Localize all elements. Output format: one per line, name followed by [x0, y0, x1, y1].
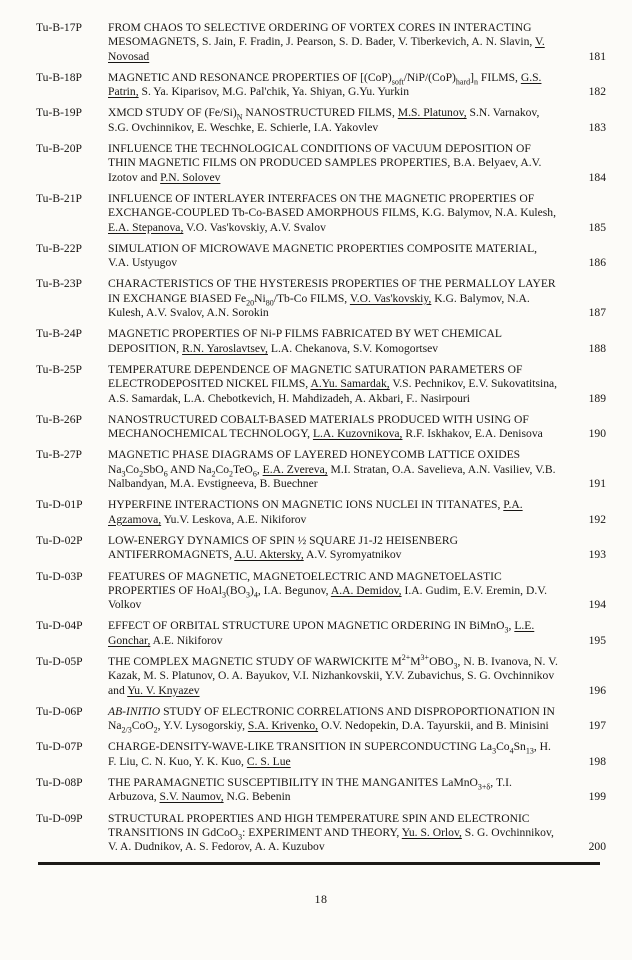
toc-entry [36, 413, 606, 442]
entry-page-number: 195 [588, 633, 606, 647]
entry-page-number: 197 [588, 719, 606, 733]
bottom-rule [38, 862, 600, 865]
entry-page-number: 185 [588, 220, 606, 234]
entry-code: Tu-D-06P [36, 704, 83, 718]
entry-title-authors: INFLUENCE OF INTERLAYER INTERFACES ON THE MAGNETIC PROPERTIES OF EXCHANGE-COUPLED Tb-Co-BASED AMORPHOUS FILMS, K.G. Balymov, N.A. Kulesh, E.A. Stepanova, V.O. Vas'kovskiy, A.V. Svalov [108, 191, 556, 234]
entry-title-authors: CHARACTERISTICS OF THE HYSTERESIS PROPERTIES OF THE PERMALLOY LAYER IN EXCHANGE BIASED $Fe_{20}Ni_{80}/Tb-Co$ FILMS, V.O. Vas'kovskiy, K.G. Balymov, N.A. Kulesh, A.V. Svalov, A.N. Sorokin [108, 277, 556, 320]
entry-page-number: 198 [588, 754, 606, 768]
entry-page-number: 188 [588, 341, 606, 355]
entry-title-authors: THE COMPLEX MAGNETIC STUDY OF WARWICKITE $M^{2+}M^{3+}OBO_3$, N. B. Ivanova, N. V. Kazak, M. S. Platunov, O. A. Bayukov, V.I. Nizhankovskii, Y.V. Zubavichus, S. G. Ovchinnikov and Yu. V. Knyazev [108, 653, 558, 697]
entry-title-authors: STRUCTURAL PROPERTIES AND HIGH TEMPERATURE SPIN AND ELECTRONIC TRANSITIONS IN GdCoO$_3$: EXPERIMENT AND THEORY, Yu. S. Orlov, S. G. Ovchinnikov, V. A. Dudnikov, A. S. Fedorov, A. A. Kuzubov [108, 811, 554, 854]
toc-entry [36, 705, 606, 734]
entry-code: Tu-D-04P [36, 619, 83, 633]
entry-page-number: 191 [588, 477, 606, 491]
entry-code: Tu-D-07P [36, 740, 83, 754]
entry-code: Tu-D-09P [36, 811, 83, 825]
toc-entry [36, 534, 606, 563]
entry-title-authors: LOW-ENERGY DYNAMICS OF SPIN ½ SQUARE J1-J2 HEISENBERG ANTIFERROMAGNETS, A.U. Aktersky, A.V. Syromyatnikov [108, 533, 458, 562]
entry-title-authors: FROM CHAOS TO SELECTIVE ORDERING OF VORTEX CORES IN INTERACTING MESOMAGNETS, S. Jain, F. Fradin, J. Pearson, S. D. Bader, V. Tiberkevich, A. N. Slavin, V. Novosad [108, 21, 545, 63]
entry-code: Tu-B-25P [36, 362, 82, 376]
entry-page-number: 199 [588, 790, 606, 804]
entry-code: Tu-D-01P [36, 498, 83, 512]
entry-page-number: 183 [588, 120, 606, 134]
toc-entry [36, 106, 606, 135]
entry-page-number: 186 [588, 256, 606, 270]
entry-title-authors: EFFECT OF ORBITAL STRUCTURE UPON MAGNETIC ORDERING IN BiMnO$_3$, L.E. Gonchar, A.E. Nikiforov [108, 619, 535, 647]
entry-page-number: 194 [588, 598, 606, 612]
entry-title-authors: MAGNETIC PHASE DIAGRAMS OF LAYERED HONEYCOMB LATTICE OXIDES $Na_3Co_2SbO_6$ AND $Na_2Co_2TeO_6$, E.A. Zvereva, M.I. Stratan, O.A. Savelieva, A.N. Vasiliev, V.B. Nalbandyan, M.A. Evstigneeva, B. Buechner [108, 448, 556, 491]
entry-page-number: 192 [588, 512, 606, 526]
footer-page-number: 18 [314, 891, 328, 906]
entry-code: Tu-B-26P [36, 412, 82, 426]
entry-title-authors: MAGNETIC PROPERTIES OF Ni-P FILMS FABRICATED BY WET CHEMICAL DEPOSITION, R.N. Yaroslavtsev, L.A. Chekanova, S.V. Komogortsev [108, 327, 502, 355]
entry-title-authors: HYPERFINE INTERACTIONS ON MAGNETIC IONS NUCLEI IN TITANATES, P.A. Agzamova, Yu.V. Leskova, A.E. Nikiforov [108, 498, 523, 526]
toc-entry [36, 740, 606, 769]
toc-entry [36, 498, 606, 527]
toc-entry [36, 655, 606, 698]
entry-page-number: 190 [588, 427, 606, 441]
toc-entry [36, 619, 606, 648]
entry-code: Tu-B-19P [36, 106, 82, 120]
entry-page-number: 181 [588, 49, 606, 63]
entry-page-number: 184 [588, 170, 606, 184]
entry-code: Tu-D-08P [36, 776, 83, 790]
toc-entry [36, 242, 606, 271]
entry-page-number: 182 [588, 85, 606, 99]
entry-code: Tu-B-22P [36, 241, 82, 255]
toc-entry [36, 327, 606, 356]
entry-code: Tu-D-03P [36, 569, 83, 583]
toc-entry [36, 776, 606, 805]
entry-title-authors: AB-INITIO STUDY OF ELECTRONIC CORRELATIONS AND DISPROPORTIONATION IN $Na_{2/3}CoO_2$, Y.V. Lysogorskiy, S.A. Krivenko, O.V. Nedopekin, D.A. Tayurskii, and B. Minisini [108, 704, 555, 735]
entry-code: Tu-D-02P [36, 533, 83, 547]
toc-entry [36, 277, 606, 320]
entry-page-number: 193 [588, 548, 606, 562]
entry-page-number: 200 [588, 840, 606, 854]
entry-code: Tu-B-27P [36, 448, 82, 462]
entry-title-authors: CHARGE-DENSITY-WAVE-LIKE TRANSITION IN SUPERCONDUCTING $La_3Co_4Sn_{13}$, H. F. Liu, C. N. Kuo, Y. K. Kuo, C. S. Lue [108, 740, 551, 768]
entry-title-authors: XMCD STUDY OF $(Fe/Si)_N$ NANOSTRUCTURED FILMS, M.S. Platunov, S.N. Varnakov, S.G. Ovchinnikov, E. Weschke, E. Schierle, I.A. Yakovlev [108, 106, 540, 134]
toc-list [36, 21, 606, 855]
toc-entry [36, 142, 606, 185]
entry-code: Tu-B-20P [36, 142, 82, 156]
entry-code: Tu-B-18P [36, 70, 82, 84]
entry-title-authors: MAGNETIC AND RESONANCE PROPERTIES OF $[(CoP)_{soft}/NiP/(CoP)_{hard}]_n$ FILMS, G.S. Patrin, S. Ya. Kiparisov, M.G. Pal'chik, Ya. Shiyan, G.Yu. Yurkin [108, 70, 542, 99]
entry-page-number: 189 [588, 391, 606, 405]
entry-code: Tu-B-17P [36, 21, 82, 34]
toc-entry [36, 192, 606, 235]
entry-code: Tu-B-21P [36, 191, 82, 205]
toc-entry [36, 363, 606, 406]
entry-page-number: 196 [588, 683, 606, 697]
entry-title-authors: THE PARAMAGNETIC SUSCEPTIBILITY IN THE MANGANITES LaMnO$_{3+\delta}$, T.I. Arbuzova, S.V. Naumov, N.G. Bebenin [108, 776, 512, 804]
entry-title-authors: TEMPERATURE DEPENDENCE OF MAGNETIC SATURATION PARAMETERS OF ELECTRODEPOSITED NICKEL FILMS, A.Yu. Samardak, V.S. Pechnikov, E.V. Sukovatitsina, A.S. Samardak, L.A. Chebotkevich, H. Mahdizadeh, A. Akbari, F.. Nasirpouri [108, 362, 558, 405]
toc-entry [36, 21, 606, 64]
entry-title-authors: INFLUENCE THE TECHNOLOGICAL CONDITIONS OF VACUUM DEPOSITION OF THIN MAGNETIC FILMS ON PRODUCED SAMPLES PROPERTIES, B.A. Belyaev, A.V. Izotov and P.N. Solovev [108, 142, 542, 184]
entry-title-authors: NANOSTRUCTURED COBALT-BASED MATERIALS PRODUCED WITH USING OF MECHANOCHEMICAL TECHNOLOGY, L.A. Kuzovnikova, R.F. Iskhakov, E.A. Denisova [108, 412, 543, 441]
toc-entry [36, 448, 606, 491]
entry-code: Tu-B-23P [36, 277, 82, 291]
toc-entry [36, 812, 606, 855]
toc-entry [36, 71, 606, 100]
entry-code: Tu-D-05P [36, 654, 83, 668]
toc-entry [36, 570, 606, 613]
entry-title-authors: FEATURES OF MAGNETIC, MAGNETOELECTRIC AND MAGNETOELASTIC PROPERTIES OF $HoAl_3(BO_3)_4$, I.A. Begunov, A.A. Demidov, I.A. Gudim, E.V. Eremin, D.V. Volkov [108, 569, 548, 612]
entry-title-authors: SIMULATION OF MICROWAVE MAGNETIC PROPERTIES COMPOSITE MATERIAL, V.A. Ustyugov [108, 241, 538, 270]
entry-page-number: 187 [588, 306, 606, 320]
entry-code: Tu-B-24P [36, 327, 82, 341]
